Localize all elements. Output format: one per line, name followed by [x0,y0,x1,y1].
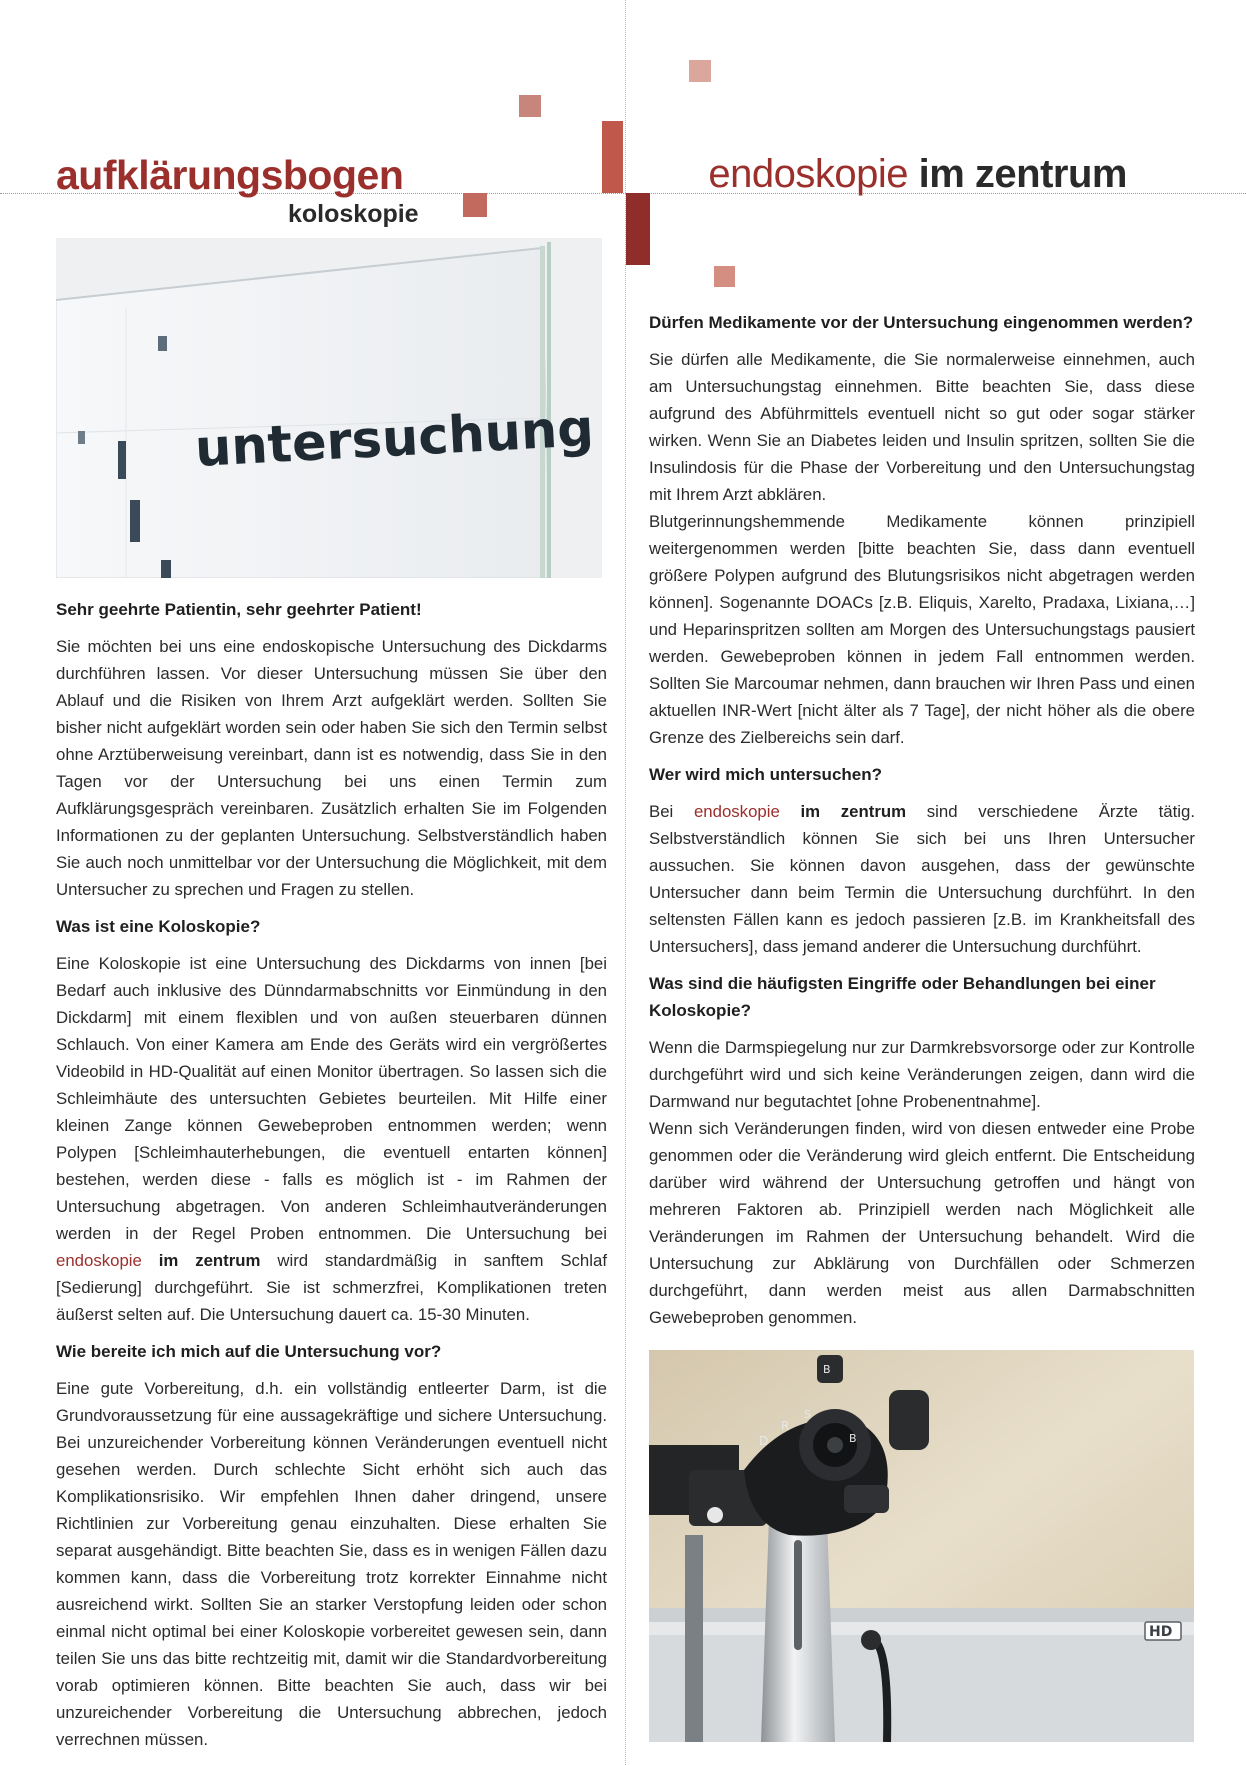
brand-bold-inline: im zentrum [158,1251,261,1270]
answer-paragraph: Eine gute Vorbereitung, d.h. ein vollständig entleerter Darm, ist die Grundvoraussetzung für eine aussagekräftige und sichere Untersuchung. Bei unzureichender Vorbereitung können Veränderungen eventuell nicht gesehen werden. Durch schlechte Sicht erhöht sich auch das Komplikationsrisiko. Wir empfehlen Ihnen daher dringend, unsere Richtlinien zur Vorbereitung genau einzuhalten. Diese erhalten Sie separat ausgehändigt. Bitte beachten Sie, dass es in wenigen Fällen dazu kommen kann, dass die Vorbereitung trotz korrekter Einnahme nicht ausreichend wirkt. Sollten Sie an starker Verstopfung leiden oder schon einmal nicht optimal bei einer Koloskopie vorbereitet gewesen sein, dann teilen Sie uns das bitte rechtzeitig mit, damit wir die Standardvorbereitung vorab optimieren können. Bitte beachten Sie auch, dass wir bei unzureichender Vorbereitung die Untersuchung abbrechen, jedoch verrechnen müssen. [56,1379,607,1749]
deco-square [714,266,735,287]
question-heading: Wer wird mich untersuchen? [649,765,883,784]
answer-paragraph: Sie dürfen alle Medikamente, die Sie normalerweise einnehmen, auch am Untersuchungstag einnehmen. Bitte beachten Sie, dass diese aufgrund des Abführmittels eventuell nicht so gut oder sogar stärker wirken. Wenn Sie an Diabetes leiden und Insulin spritzen, sollten Sie die Insulindosis für die Phase der Vorbereitung und den Untersuchungstag mit Ihrem Arzt abklären. [649,350,1195,504]
question-heading: Was ist eine Koloskopie? [56,917,261,936]
deco-bar [626,193,650,265]
brand-bold: im zentrum [918,152,1127,196]
scope-label: B [823,1363,831,1376]
scope-label: D [759,1434,769,1448]
answer-text: wird standardmäßig in sanftem Schlaf [Sedierung] durchgeführt. Sie ist schmerzfrei, Komplikationen treten äußerst selten auf. Die Untersuchung dauert ca. 15-30 Minuten. [56,1251,607,1324]
brand-light-inline: endoskopie [693,802,780,821]
scope-label: B [849,1432,857,1445]
sign-text: untersuchung [193,399,596,479]
question-heading: Dürfen Medikamente vor der Untersuchung eingenommen werden? [649,313,1194,332]
question-heading: Was sind die häufigsten Eingriffe oder Behandlungen bei einer Koloskopie? [649,974,1156,1020]
brand-bold-inline: im zentrum [800,802,907,821]
deco-square [689,60,711,82]
deco-bar [602,121,623,193]
deco-square [519,95,541,117]
brand-logo [708,152,1127,197]
answer-paragraph [649,798,1195,960]
question-heading: Wie bereite ich mich auf die Untersuchung vor? [56,1342,442,1361]
answer-text: sind verschiedene Ärzte tätig. Selbstverständlich können Sie sich bei uns Ihren Untersucher aussuchen. Sie können davon ausgehen, dass der gewünschte Untersucher dann beim Termin die Untersuchung durchführt. In den seltensten Fällen kann es jedoch passieren [z.B. im Krankheitsfall des Untersuchers], dass jemand anderer die Untersuchung durchführt. [649,802,1195,956]
scope-label: R [781,1419,790,1433]
answer-paragraph: Wenn die Darmspiegelung nur zur Darmkrebsvorsorge oder zur Kontrolle durchgeführt wird und sich keine Veränderungen zeigen, dann wird die Darmwand nur begutachtet [ohne Probenentnahme]. [649,1038,1195,1111]
greeting-heading: Sehr geehrte Patientin, sehr geehrter Patient! [56,600,422,619]
page-subtitle: koloskopie [288,200,419,228]
monitor-label: HD [1149,1624,1173,1640]
answer-text: Eine Koloskopie ist eine Untersuchung des Dickdarms von innen [bei Bedarf auch inklusive des Dünndarmabschnitts vor Einmündung in den Dickdarm] mit einem flexiblen und von außen steuerbaren dünnen Schlauch. Von einer Kamera am Ende des Geräts wird ein vergrößertes Videobild in HD-Qualität auf einen Monitor übertragen. So lassen sich die Schleimhäute des untersuchten Gebietes beurteilen. Mit Hilfe einer kleinen Zange können Gewebeproben entnommen werden; wenn Polypen [Schleimhauterhebungen, die eventuell entarten können] bestehen, werden diese - falls es möglich ist - im Rahmen der Untersuchung abgetragen. Von anderen Schleimhautveränderungen werden in der Regel Proben entnommen. Die Untersuchung bei [56,954,607,1243]
intro-paragraph: Sie möchten bei uns eine endoskopische Untersuchung des Dickdarms durchführen lassen. Vor dieser Untersuchung müssen Sie über den Ablauf und die Risiken von Ihrem Arzt aufgeklärt werden. Sollten Sie bisher nicht aufgeklärt worden sein oder haben Sie sich den Termin selbst ohne Arztüberweisung vereinbart, dann ist es notwendig, dass Sie in den Tagen vor der Untersuchung bei uns einen Termin zum Aufklärungsgespräch vereinbaren. Zusätzlich erhalten Sie im Folgenden Informationen zu der geplanten Untersuchung. Selbstverständlich haben Sie auch noch unmittelbar vor der Untersuchung die Möglichkeit, mit dem Untersucher zu sprechen und Fragen zu stellen. [56,637,607,899]
brand-light-inline: endoskopie [56,1251,142,1270]
answer-text: Bei [649,802,694,821]
brand-light: endoskopie [708,152,909,196]
sign-photo [56,238,602,578]
sign-illustration [56,238,602,578]
answer-paragraph: Wenn sich Veränderungen finden, wird von diesen entweder eine Probe genommen oder die Veränderung wird gleich entfernt. Die Entscheidung darüber wird während der Untersuchung getroffen und hängt von mehreren Faktoren ab. Prinzipiell werden nach Möglichkeit alle Veränderungen im Rahmen der Untersuchung behandelt. Wird die Untersuchung zur Abklärung von Durchfällen oder Schmerzen durchgeführt, dann werden meist aus allen Darmabschnitten Gewebeproben genommen. [649,1119,1195,1327]
endoscope-photo [649,1350,1194,1742]
answer-paragraph: Blutgerinnungshemmende Medikamente können prinzipiell weitergenommen werden [bitte beachten Sie, dass dann eventuell größere Polypen aufgrund des Blutungsrisikos nicht abgetragen werden können]. Sogenannte DOACs [z.B. Eliquis, Xarelto, Pradaxa, Lixiana,…] und Heparinspritzen sollten am Morgen des Untersuchungstags pausiert werden. Gewebeproben können in jedem Fall entnommen werden. Sollten Sie Marcoumar nehmen, dann brauchen wir Ihren Pass und einen aktuellen INR-Wert [nicht älter als 7 Tage], der nicht höher als die obere Grenze des Zielbereichs sein darf. [649,512,1195,747]
left-column [56,596,607,1753]
endoscope-illustration [649,1350,1194,1742]
page-title: aufklärungsbogen [56,152,404,198]
scope-label: S [804,1408,811,1421]
answer-paragraph [56,950,607,1328]
deco-square [463,193,487,217]
right-column [649,309,1195,1331]
